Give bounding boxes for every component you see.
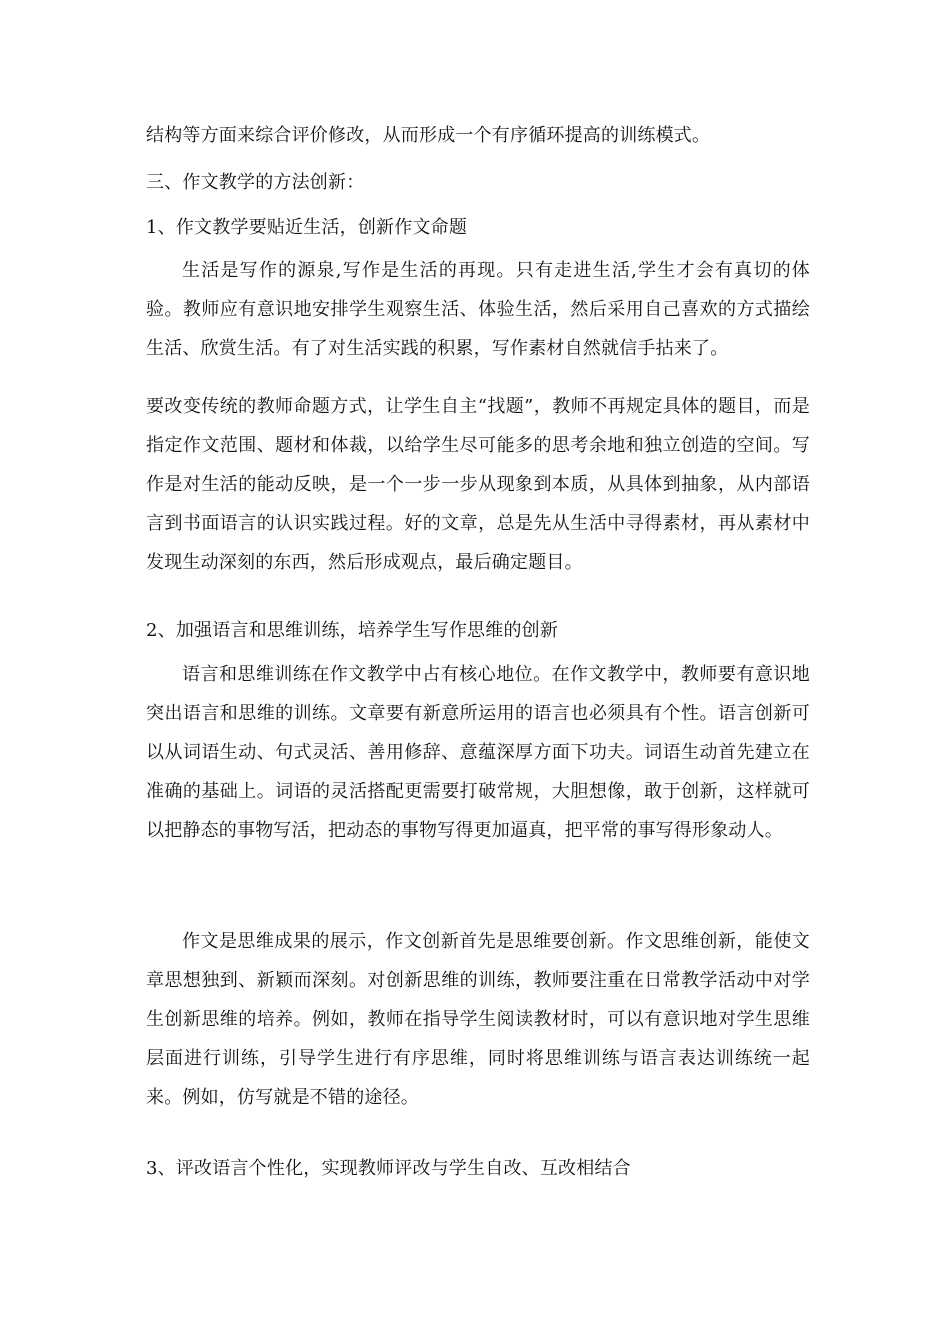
subsection-heading-3: 3、评改语言个性化，实现教师评改与学生自改、互改相结合 — [146, 1158, 631, 1179]
subsection-heading-2: 2、加强语言和思维训练，培养学生写作思维的创新 — [146, 620, 559, 641]
section-heading: 三、作文教学的方法创新： — [146, 172, 365, 193]
paragraph-topic-selection: 要改变传统的教师命题方式，让学生自主“找题”，教师不再规定具体的题目，而是指定作文范围、题材和体裁，以给学生尽可能多的思考余地和独立创造的空间。写作是对生活的能动反映，是一个一步一步从现象到本质，从具体到抽象，从内部语言到书面语言的认识实践过程。好的文章，总是先从生活中寻得素材，再从素材中发现生动深刻的东西，然后形成观点，最后确定题目。 — [146, 396, 810, 573]
paragraph-continuation: 结构等方面来综合评价修改，从而形成一个有序循环提高的训练模式。 — [146, 125, 711, 146]
paragraph-language-training: 语言和思维训练在作文教学中占有核心地位。在作文教学中，教师要有意识地突出语言和思维的训练。文章要有新意所运用的语言也必须具有个性。语言创新可以从词语生动、句式灵活、善用修辞、意蕴深厚方面下功夫。词语生动首先建立在准确的基础上。词语的灵活搭配更需要打破常规，大胆想像，敢于创新，这样就可以把静态的事物写活，把动态的事物写得更加逼真，把平常的事写得形象动人。 — [146, 664, 810, 841]
paragraph-life-writing: 生活是写作的源泉,写作是生活的再现。只有走进生活,学生才会有真切的体验。教师应有意识地安排学生观察生活、体验生活，然后采用自己喜欢的方式描绘生活、欣赏生活。有了对生活实践的积累，写作素材自然就信手拈来了。 — [146, 260, 810, 359]
paragraph-thinking-training: 作文是思维成果的展示，作文创新首先是思维要创新。作文思维创新，能使文章思想独到、新颖而深刻。对创新思维的训练，教师要注重在日常教学活动中对学生创新思维的培养。例如，教师在指导学生阅读教材时，可以有意识地对学生思维层面进行训练，引导学生进行有序思维，同时将思维训练与语言表达训练统一起来。例如，仿写就是不错的途径。 — [146, 931, 810, 1108]
subsection-heading-1: 1、作文教学要贴近生活，创新作文命题 — [146, 217, 468, 238]
